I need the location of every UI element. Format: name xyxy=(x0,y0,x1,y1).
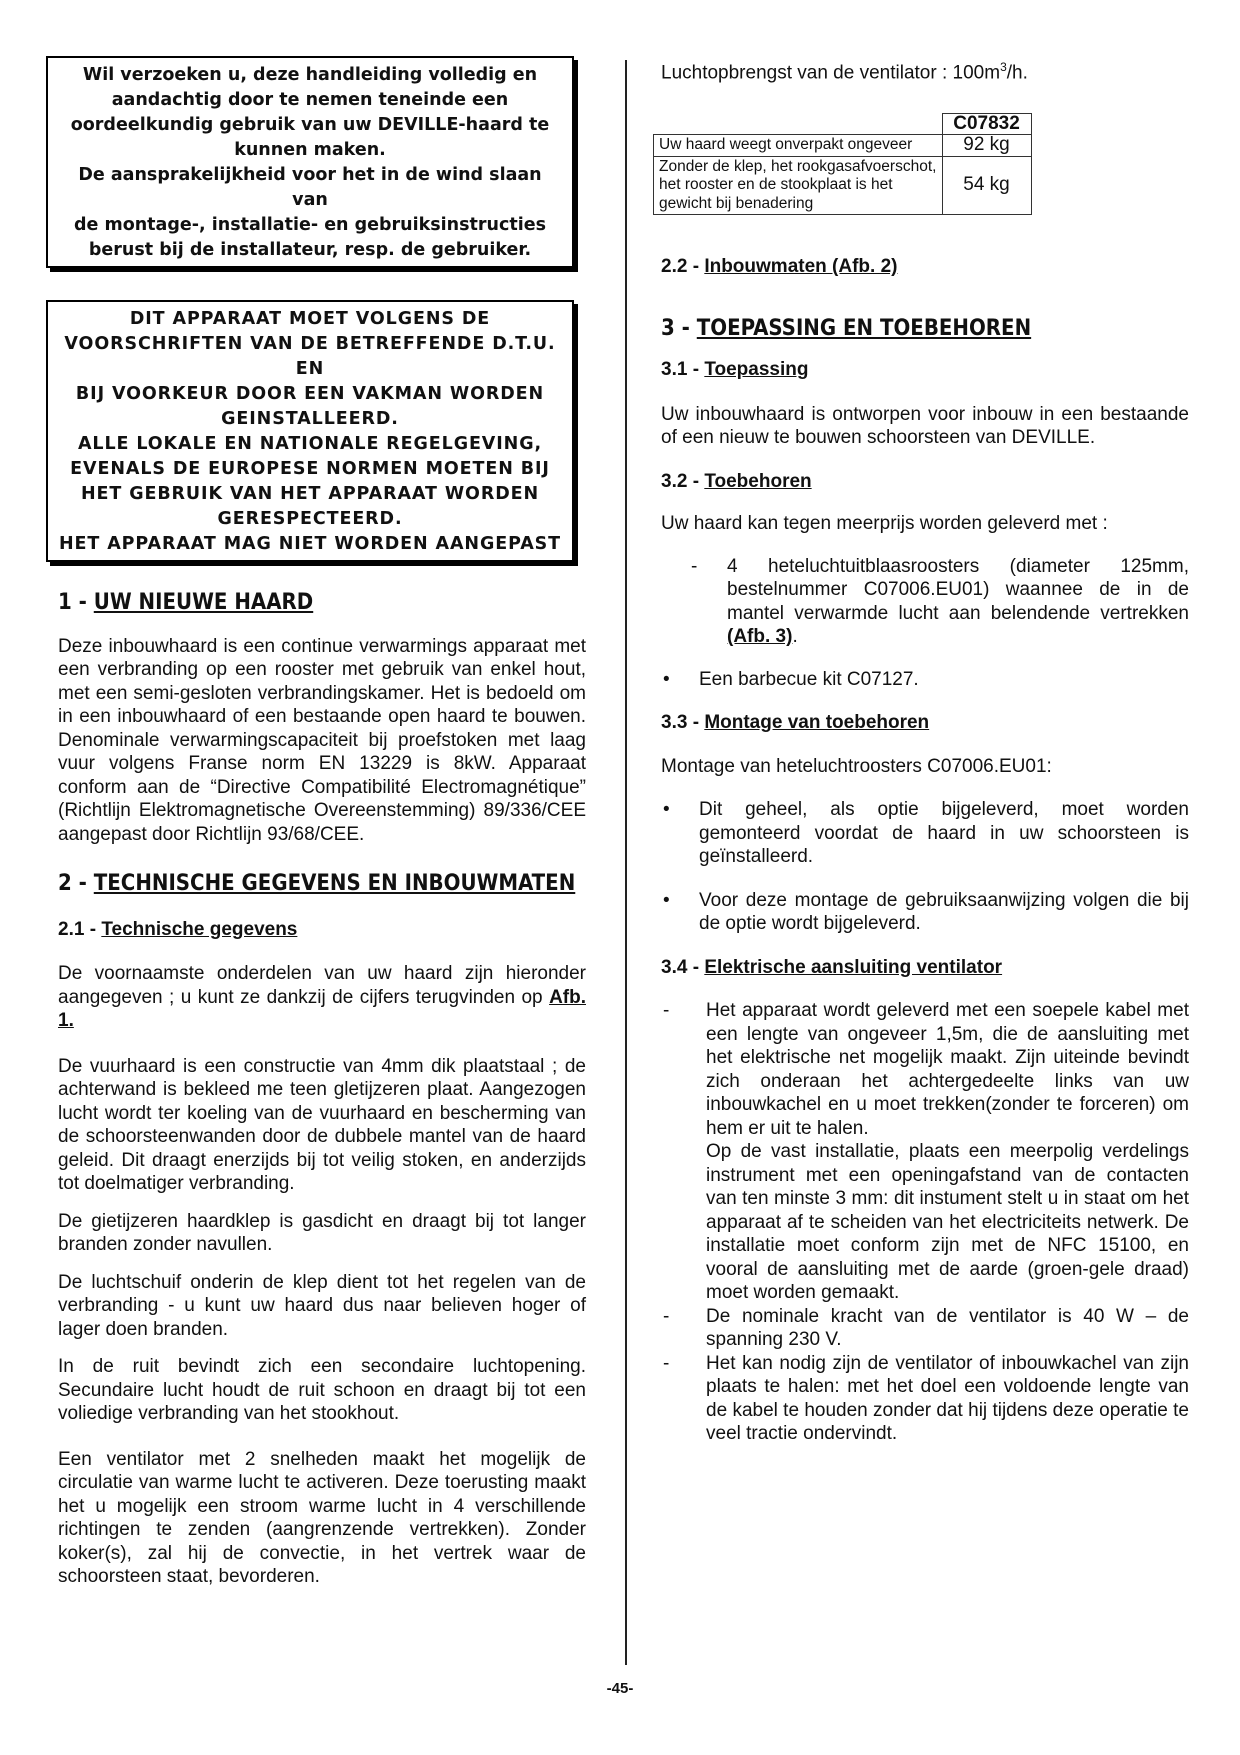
warning-line: DIT APPARAAT MOET VOLGENS DE xyxy=(129,309,491,329)
accessory-grilles-desc: 4 heteluchtuitblaasroosters (diameter 125mm, bestelnummer C07006.EU01) waannee de in de mantel verwarmde lucht aan belendende vertrekken xyxy=(727,555,1189,624)
warning-line: ALLE LOKALE EN NATIONALE REGELGEVING, xyxy=(77,434,543,454)
section-3-2-intro: Uw haard kan tegen meerprijs worden geleverd met : xyxy=(661,513,1108,535)
airflow-superscript: 3 xyxy=(1000,60,1007,74)
section-1-number: 1 - xyxy=(58,590,87,615)
warning-line: HET APPARAAT MAG NIET WORDEN AANGEPAST xyxy=(59,534,561,554)
paragraph-secondary-air: In de ruit bevindt zich een secondaire luchtopening. Secundaire lucht houdt de ruit schoon en draagt bij tot een voliedige verbranding van het stookhout. xyxy=(58,1356,586,1424)
section-3-4-number: 3.4 - xyxy=(661,956,700,978)
paragraph-ventilator: Een ventilator met 2 snelheden maakt het mogelijk de circulatie van warme lucht te activeren. Deze toerusting maakt het u mogelijk een stroom warme lucht in 4 verschillende richtingen te zenden (aangrenzende vertrekken). Zonder koker(s), zal hij de convectie, in het vertrek waar de schoorsteen staat, bevorderen. xyxy=(58,1448,586,1587)
warning-line: EVENALS DE EUROPESE NORMEN MOETEN BIJ xyxy=(70,459,550,479)
section-2-2-title: Inbouwmaten (Afb. 2) xyxy=(704,256,898,278)
section-3-3-number: 3.3 - xyxy=(661,712,700,734)
section-3-2-number: 3.2 - xyxy=(661,470,700,492)
left-column xyxy=(58,56,586,1589)
list-item xyxy=(661,889,1189,936)
section-3-2-title: Toebehoren xyxy=(704,470,812,492)
notice-line: Wil verzoeken u, deze handleiding volledig en xyxy=(82,65,538,85)
list-item xyxy=(661,668,1189,692)
electrical-installation-text: Op de vast installatie, plaats een meerpolig verdelings instrument met een openingafstand van de contacten van ten minste 3 mm: dit instument stelt u in staat om het apparaat af te scheiden van het electriciteits netwerk. De installatie moet conform zijn met de NFC 15100, en vooral de aansluiting met de aarde (groen-gele draad) moet worden gemaakt. xyxy=(706,1141,1189,1304)
list-item xyxy=(661,555,1189,649)
ventilator-power-text: De nominale kracht van de ventilator is 40 W – de spanning 230 V. xyxy=(706,1305,1189,1351)
notice-line: kunnen maken. xyxy=(234,140,386,160)
list-item xyxy=(661,1352,1189,1446)
table-row xyxy=(654,156,1032,215)
list-item xyxy=(661,999,1189,1305)
table-empty-cell xyxy=(654,113,943,135)
section-3-1-number: 3.1 - xyxy=(661,359,700,381)
dash-marker: - xyxy=(663,1352,670,1374)
ventilator-removal-text: Het kan nodig zijn de ventilator of inbouwkachel van zijn plaats te halen: met het doel een voldoende lengte van de kabel te houden zonder dat hij tijdens deze operatie te veel tractie ondervindt. xyxy=(706,1352,1189,1445)
figure-3-reference: (Afb. 3) xyxy=(727,626,793,648)
section-3-2-heading xyxy=(661,470,1189,494)
section-3-heading xyxy=(661,317,1189,341)
paragraph-air-slide: De luchtschuif onderin de klep dient tot het regelen van de verbranding - u kunt uw haard dus naar believen hoger of lager doen branden. xyxy=(58,1271,586,1340)
airflow-suffix: /h. xyxy=(1006,62,1028,84)
dash-marker: - xyxy=(691,555,698,577)
section-2-title: TECHNISCHE GEGEVENS EN INBOUWMATEN xyxy=(93,871,576,896)
dash-marker: - xyxy=(663,1000,670,1022)
page-number: -45- xyxy=(606,1680,634,1697)
section-3-3-title: Montage van toebehoren xyxy=(704,712,930,734)
bullet-marker: • xyxy=(663,889,670,911)
notice-line: aandachtig door te nemen teneinde een xyxy=(111,90,509,110)
electrical-cable-text: Het apparaat wordt geleverd met een soepele kabel met een lengte van ongeveer 1,5m, die de aansluiting met het elektrische net mogelijk maakt. Zijn uiteinde bevindt zich onderaan het achtergedeelte links van uw inbouwkachel en u moet trekken(zonder te forceren) om hem er uit te halen. xyxy=(706,1000,1189,1139)
warning-line: BIJ VOORKEUR DOOR EEN VAKMAN WORDEN xyxy=(75,384,545,404)
section-1-heading xyxy=(58,591,586,615)
section-3-1-heading xyxy=(661,358,1189,382)
notice-line: De aansprakelijkheid voor het in de wind slaan van xyxy=(78,165,542,210)
section-3-1-text: Uw inbouwhaard is ontworpen voor inbouw in een bestaande of een nieuw te bouwen schoorsteen van DEVILLE. xyxy=(661,403,1189,449)
section-3-1-title: Toepassing xyxy=(704,359,809,381)
list-item xyxy=(661,1305,1189,1352)
paragraph-components-text: De voornaamste onderdelen van uw haard zijn hieronder aangegeven ; u kunt ze dankzij de cijfers terugvinden op xyxy=(58,963,586,1008)
barbecue-kit-text: Een barbecue kit C07127. xyxy=(699,668,919,690)
figure-1-reference: Afb. 1. xyxy=(58,986,586,1031)
paragraph-construction: De vuurhaard is een constructie van 4mm dik plaatstaal ; de achterwand is bekleed me teen gletijzeren plaat. Aangezogen lucht wordt ter koeling van de vuurhaard en bescherming van de schoorsteenwanden door de dubbele mantel van de haard geleid. Dit draagt enerzijds bij tot veilig stoken, en anderzijds tot doelmatiger verbranding. xyxy=(58,1055,586,1194)
table-row-value: 92 kg xyxy=(942,135,1031,157)
montage-bullet-1: Dit geheel, als optie bijgeleverd, moet worden gemonteerd voordat de haard in uw schoorsteen is geïnstalleerd. xyxy=(699,799,1189,868)
section-3-3-intro: Montage van heteluchtroosters C07006.EU01: xyxy=(661,755,1052,777)
notice-box xyxy=(46,56,574,268)
section-2-2-heading xyxy=(661,255,1189,279)
warning-box xyxy=(46,300,574,562)
column-divider xyxy=(625,60,627,1665)
section-3-4-heading xyxy=(661,956,1189,980)
table-header-row xyxy=(654,113,1032,135)
section-2-1-heading xyxy=(58,918,586,942)
table-row-value: 54 kg xyxy=(942,156,1031,215)
section-3-3-heading xyxy=(661,711,1189,735)
right-column xyxy=(661,56,1189,1446)
warning-line: GERESPECTEERD. xyxy=(217,509,403,529)
notice-line: oordeelkundig gebruik van uw DEVILLE-haard te xyxy=(70,115,550,135)
section-2-1-number: 2.1 - xyxy=(58,918,97,940)
airflow-prefix: Luchtopbrengst van de ventilator : 100m xyxy=(661,62,1001,84)
section-2-1-title: Technische gegevens xyxy=(101,918,298,940)
table-header-model: C07832 xyxy=(942,113,1031,135)
warning-line: HET GEBRUIK VAN HET APPARAAT WORDEN xyxy=(80,484,540,504)
montage-bullet-2: Voor deze montage de gebruiksaanwijzing volgen die bij de optie wordt bijgeleverd. xyxy=(699,889,1189,935)
notice-line: de montage-, installatie- en gebruiksinstructies xyxy=(73,215,547,235)
bullet-marker: • xyxy=(663,799,670,821)
weight-table xyxy=(653,113,1032,216)
paragraph-door: De gietijzeren haardklep is gasdicht en draagt bij tot langer branden zonder navullen. xyxy=(58,1210,586,1255)
table-row xyxy=(654,135,1032,157)
section-1-title: UW NIEUWE HAARD xyxy=(93,590,314,615)
dash-marker: - xyxy=(663,1305,670,1327)
accessory-grilles-end: . xyxy=(792,626,798,648)
section-3-number: 3 - xyxy=(661,315,690,341)
section-2-2-number: 2.2 - xyxy=(661,256,700,278)
airflow-text xyxy=(661,56,1189,85)
accessory-grilles-text xyxy=(727,555,1189,649)
table-row-label: Uw haard weegt onverpakt ongeveer xyxy=(654,135,943,157)
section-2-number: 2 - xyxy=(58,871,87,896)
notice-line: berust bij de installateur, resp. de gebruiker. xyxy=(88,240,532,260)
section-1-paragraph: Deze inbouwhaard is een continue verwarmings apparaat met een verbranding op een rooster met gebruik van enkel hout, met een semi-gesloten verbrandingskamer. Het is bedoeld om in een inbouwhaard of een bestaande open haard te bouwen. Denominale verwarmingscapaciteit bij proefstoken met laag vuur volgens Franse norm EN 13229 is 8kW. Apparaat conform aan de “Directive Compatibilité Electromagnétique” (Richtlijn Elektromagnetische Overeenstemming) 89/336/CEE aangepast door Richtlijn 93/68/CEE. xyxy=(58,635,586,845)
section-2-heading xyxy=(58,872,586,896)
bullet-marker: • xyxy=(663,668,670,690)
table-row-label: Zonder de klep, het rookgasafvoerschot, het rooster en de stookplaat is het gewicht bij benadering xyxy=(654,156,943,215)
paragraph-components xyxy=(58,962,586,1033)
section-3-4-title: Elektrische aansluiting ventilator xyxy=(704,956,1003,978)
warning-line: GEINSTALLEERD. xyxy=(221,409,399,429)
section-3-title: TOEPASSING EN TOEBEHOREN xyxy=(696,315,1032,341)
list-item xyxy=(661,798,1189,869)
warning-line: VOORSCHRIFTEN VAN DE BETREFFENDE D.T.U. EN xyxy=(64,334,556,379)
